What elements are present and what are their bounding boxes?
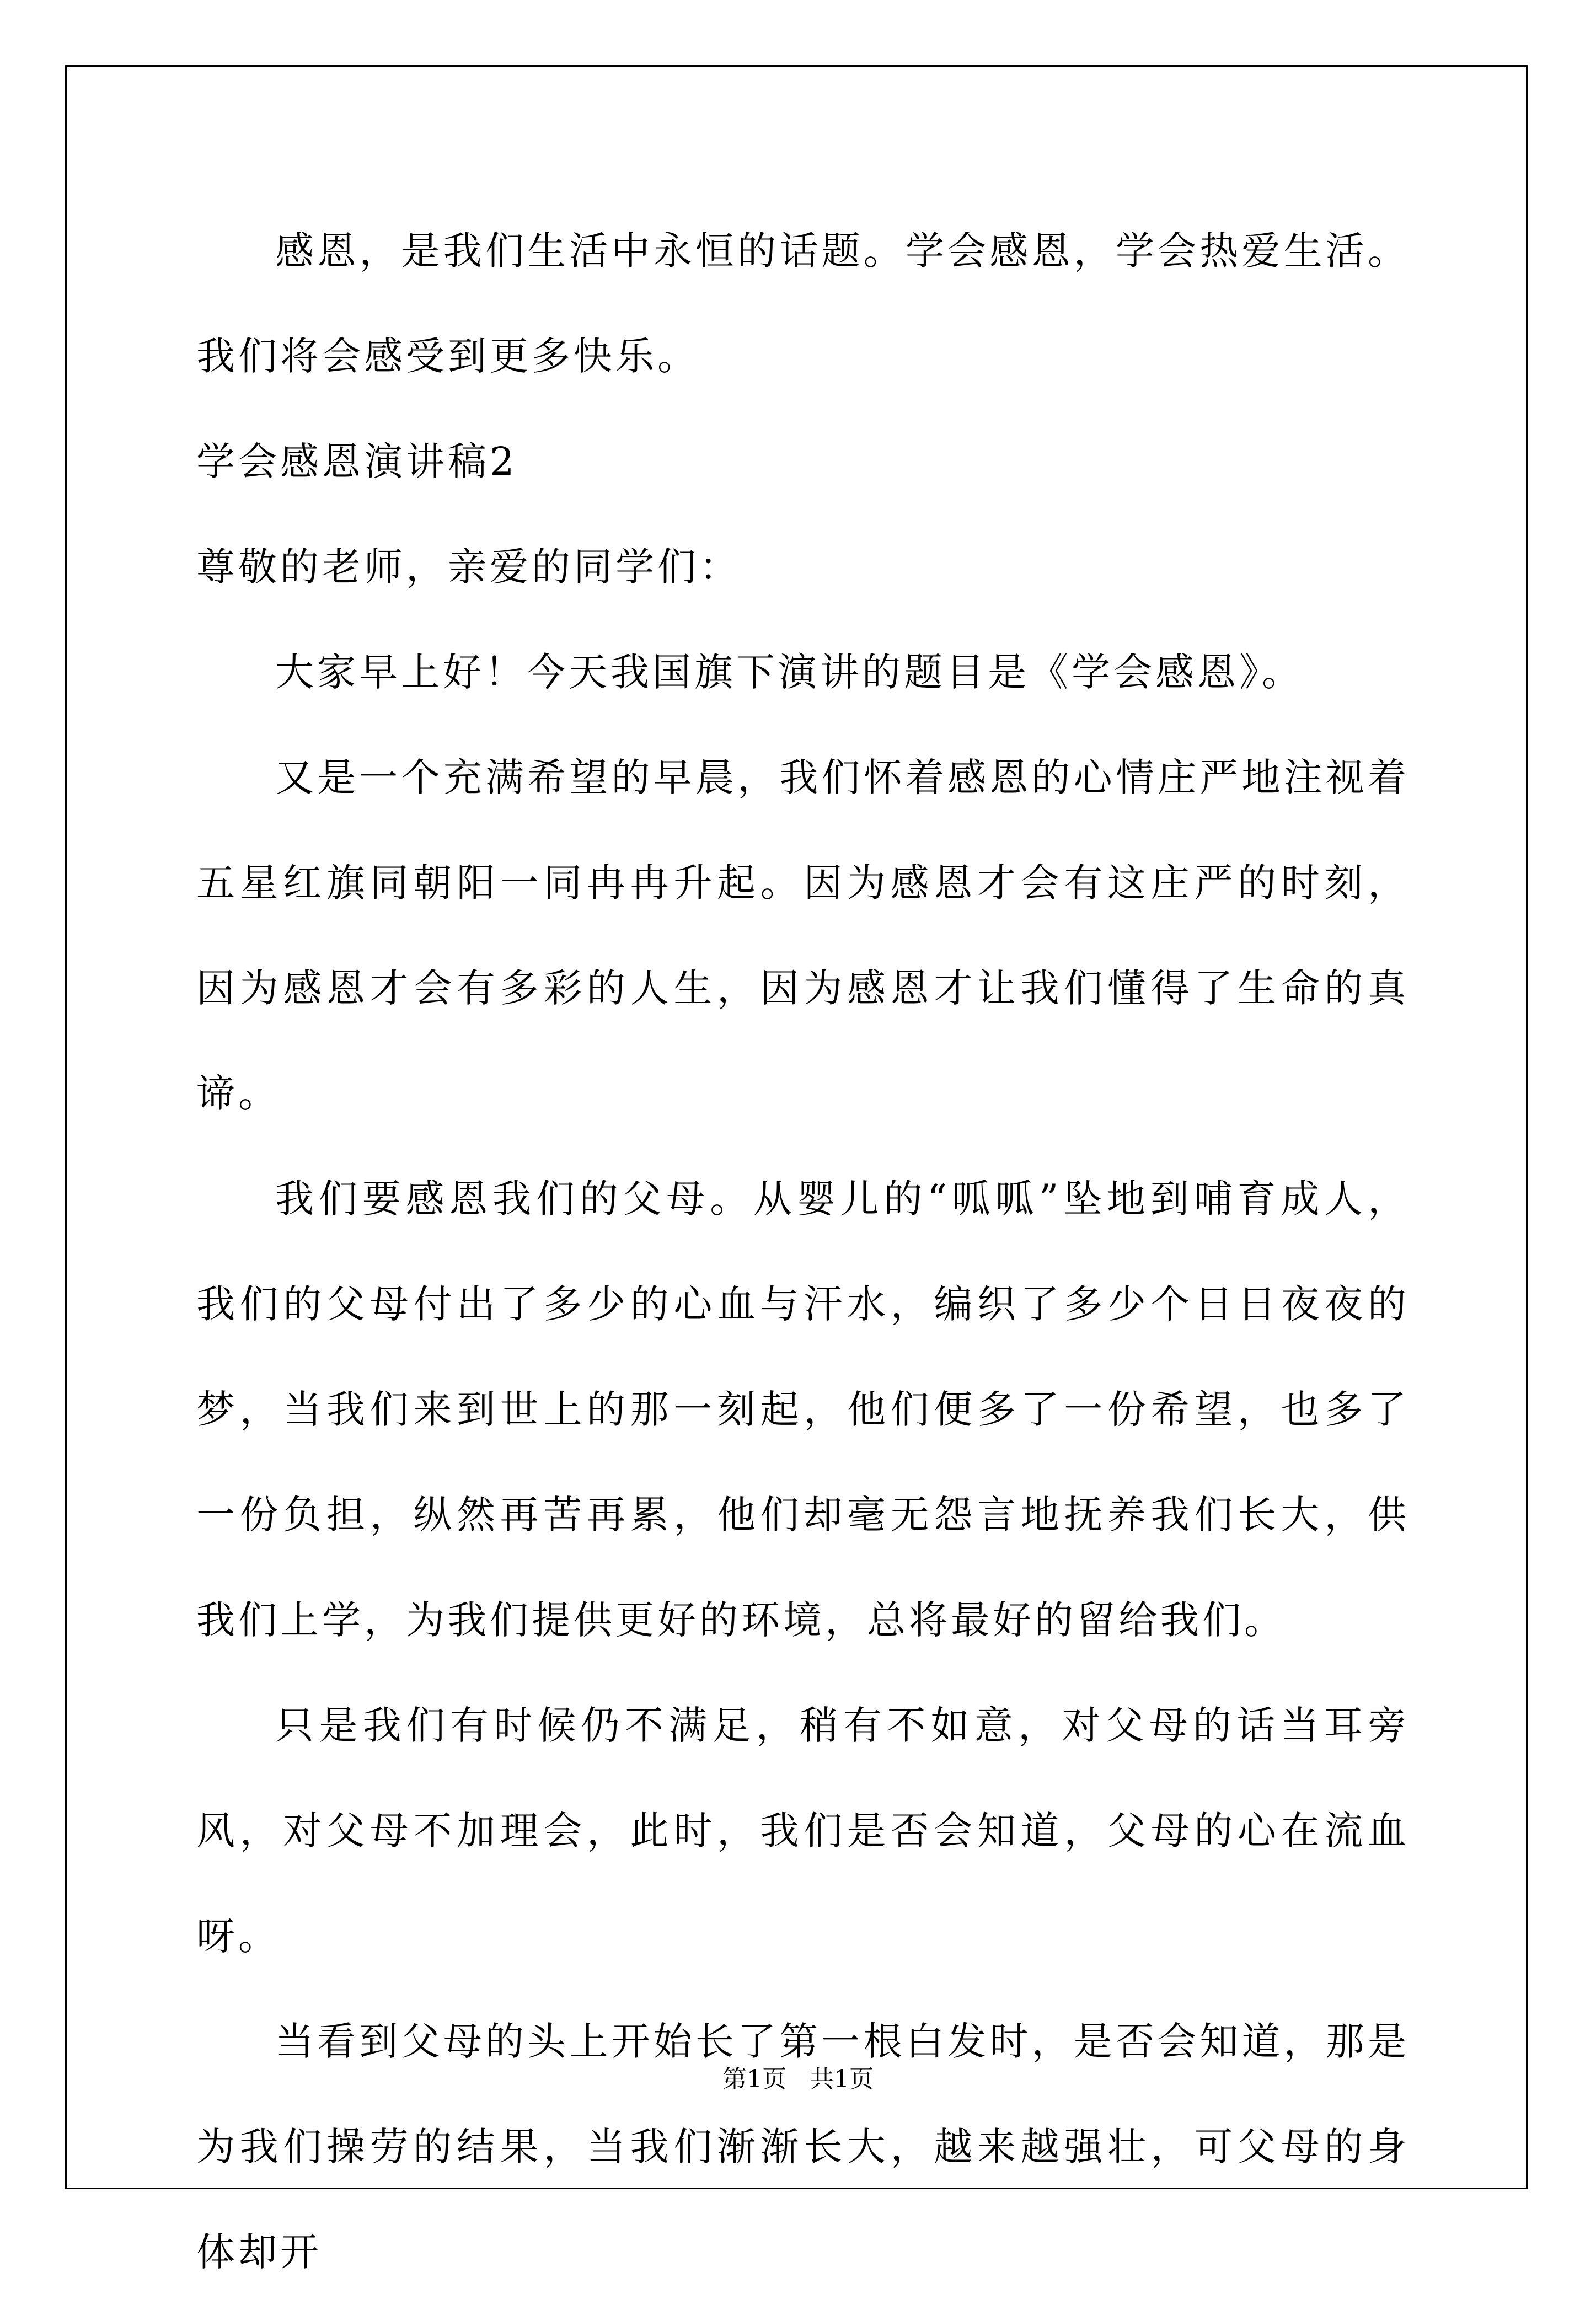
paragraph: 只是我们有时候仍不满足，稍有不如意，对父母的话当耳旁风，对父母不加理会，此时，我们是否会知道，父母的心在流血呀。 [196,1703,1410,1959]
paragraph: 我们要感恩我们的父母。从婴儿的“呱呱”坠地到哺育成人，我们的父母付出了多少的心血与汗水，编织了多少个日日夜夜的梦，当我们来到世上的那一刻起，他们便多了一份希望，也多了一份负担，纵然再苦再累，他们却毫无怨言地抚养我们长大，供我们上学，为我们提供更好的环境，总将最好的留给我们。 [196,1176,1410,1643]
section-heading: 学会感恩演讲稿2 [196,439,518,484]
document-body [196,199,1410,2305]
paragraph: 大家早上好！今天我国旗下演讲的题目是《学会感恩》。 [275,650,1304,695]
paragraph: 当看到父母的头上开始长了第一根白发时，是否会知道，那是为我们操劳的结果，当我们渐渐长大，越来越强壮，可父母的身体却开 [196,2019,1410,2275]
page-footer: 第1页 共1页 [722,2065,874,2093]
salutation: 尊敬的老师，亲爱的同学们： [196,544,741,589]
paragraph: 感恩，是我们生活中永恒的话题。学会感恩，学会热爱生活。我们将会感受到更多快乐。 [196,228,1410,379]
paragraph: 又是一个充满希望的早晨，我们怀着感恩的心情庄严地注视着五星红旗同朝阳一同冉冉升起。因为感恩才会有这庄严的时刻，因为感恩才会有多彩的人生，因为感恩才让我们懂得了生命的真谛。 [196,755,1410,1116]
